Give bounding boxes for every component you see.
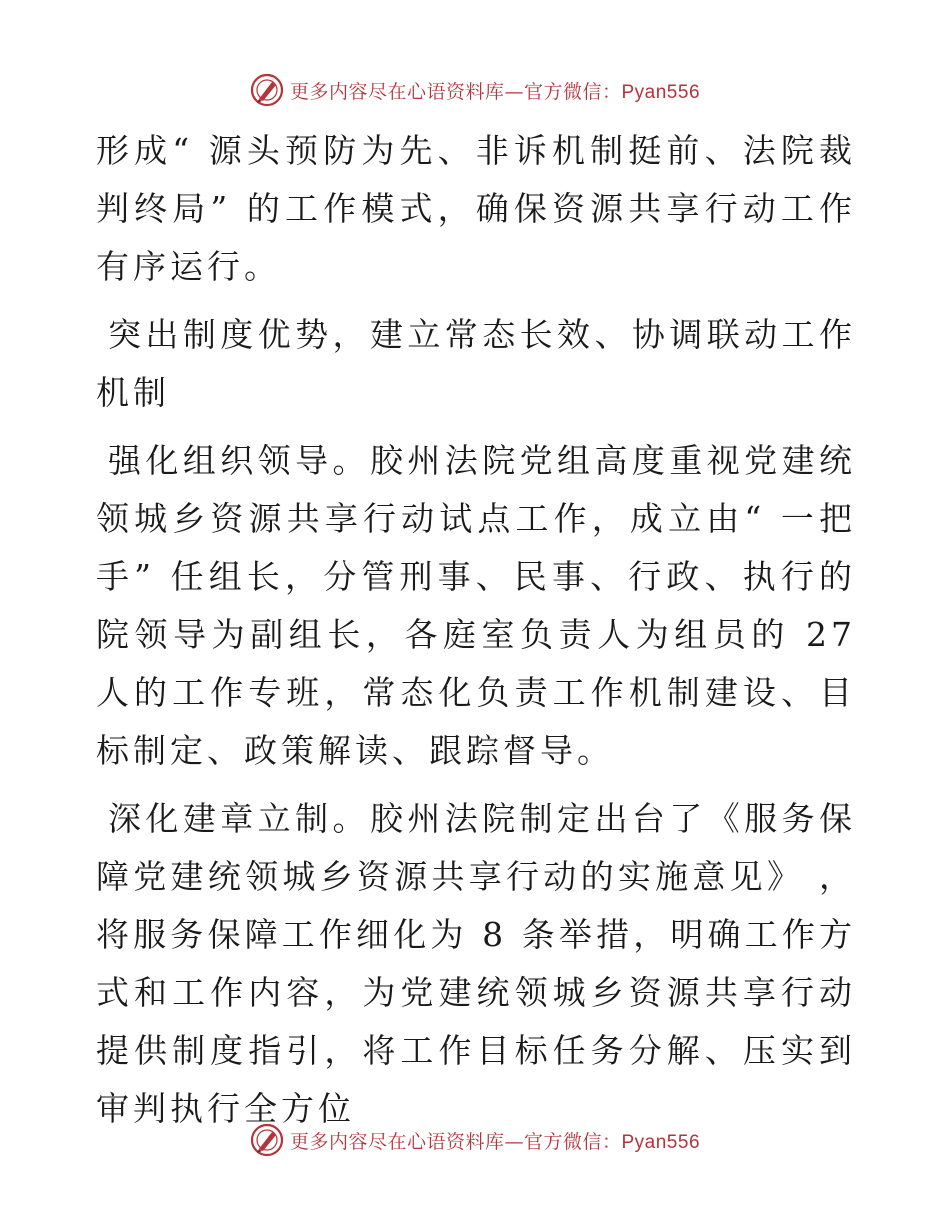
- watermark-header: [0, 70, 950, 110]
- watermark-text: 更多内容尽在心语资料库—官方微信：: [289, 1130, 622, 1153]
- section-heading: 突出制度优势，建立常态长效、协调联动工作机制: [96, 315, 856, 412]
- watermark-id: Pyan556: [621, 81, 701, 103]
- paragraph-2: 强化组织领导。胶州法院党组高度重视党建统领城乡资源共享行动试点工作，成立由“ 一把手” 任组长，分管刑事、民事、行政、执行的院领导为副组长，各庭室负责人为组员的 27 人的工作专班，常态化负责工作机制建设、目标制定、政策解读、跟踪督导。: [96, 441, 856, 770]
- watermark-footer: [0, 1120, 950, 1160]
- paragraph-3: 深化建章立制。胶州法院制定出台了《服务保障党建统领城乡资源共享行动的实施意见》 ，将服务保障工作细化为 8 条举措，明确工作方式和工作内容，为党建统领城乡资源共享行动提供制度指引，将工作目标任务分解、压实到审判执行全方位: [96, 799, 856, 1128]
- pen-logo-icon: [250, 73, 284, 107]
- pen-logo-icon: [250, 1123, 284, 1157]
- paragraph-1: 形成“ 源头预防为先、非诉机制挺前、法院裁判终局” 的工作模式，确保资源共享行动工作有序运行。: [96, 131, 856, 286]
- document-body: [96, 122, 856, 1148]
- watermark-id: Pyan556: [621, 1131, 701, 1153]
- watermark-text: 更多内容尽在心语资料库—官方微信：: [289, 80, 622, 103]
